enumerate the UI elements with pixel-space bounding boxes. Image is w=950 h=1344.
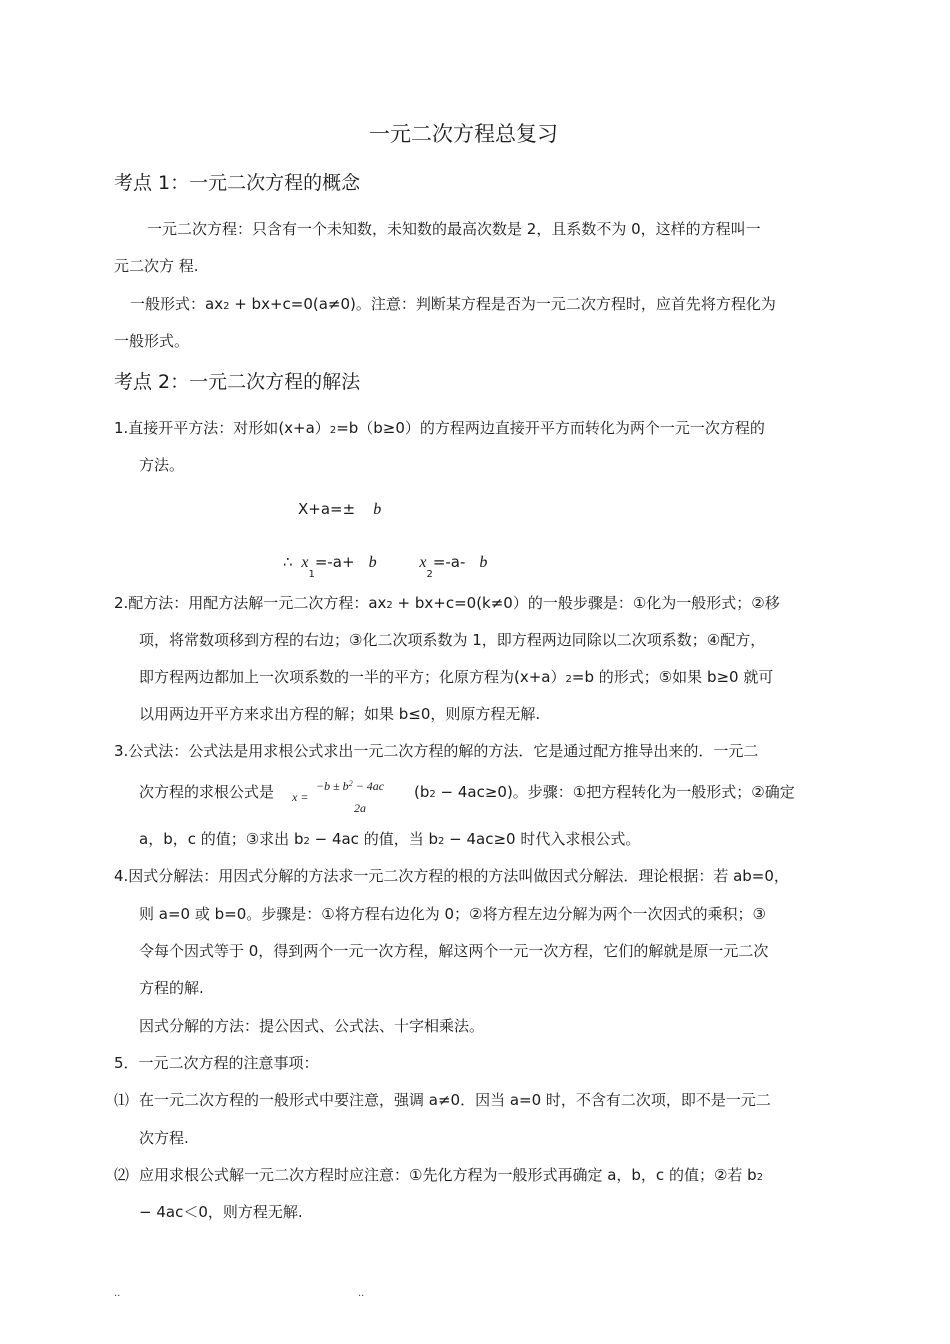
method-4-line-3: 令每个因式等于 0，得到两个一元一次方程，解这两个一元一次方程，它们的解就是原一元二次: [139, 942, 769, 960]
formula-sqrt: [298, 499, 381, 520]
math-b: b: [479, 554, 488, 571]
subscript: 2: [756, 1172, 764, 1183]
page-title: 一元二次方程总复习: [369, 122, 558, 146]
text: − 4ac≥0)。步骤：①把方程转化为一般形式；②确定: [435, 783, 795, 801]
subscript: 1: [308, 569, 315, 580]
math-b: b: [373, 501, 382, 518]
subscript: 2: [426, 569, 433, 580]
method-2-line-2: 项，将常数项移到方程的右边；③化二次项系数为 1，即方程两边同除以二次项系数；④配方，: [139, 631, 766, 649]
method-3-line-1: 3.公式法：公式法是用求根公式求出一元二次方程的解的方法．它是通过配方推导出来的．一元二: [114, 742, 759, 760]
method-2-line-1: [114, 593, 780, 616]
method-1-line-1: [114, 418, 765, 441]
general-form-line-2: 一般形式。: [114, 332, 190, 350]
text: X+a=±: [298, 500, 356, 518]
section-heading-1: 考点 1：一元二次方程的概念: [114, 172, 361, 194]
therefore-symbol: ∴: [283, 553, 293, 571]
text: + bx+c=0(k≠0）的一般步骤是：①化为一般形式；②移: [392, 594, 780, 612]
method-4-line-2: 则 a=0 或 b=0。步骤是：①将方程右边化为 0；②将方程左边分解为两个一次因式的乘积；③: [139, 905, 766, 923]
text: a，b，c 的值；③求出 b: [139, 830, 304, 848]
section-heading-2: 考点 2：一元二次方程的解法: [114, 371, 361, 393]
text: + bx+c=0(a≠0)。注意：判断某方程是否为一元二次方程时，应首先将方程化为: [229, 295, 776, 313]
text: =-a-: [432, 553, 466, 571]
formula-roots: [283, 552, 488, 580]
text: =b 的形式；⑤如果 b≥0 就可: [571, 668, 774, 686]
notes-heading: 5．一元二次方程的注意事项：: [114, 1054, 319, 1072]
method-3-line-2-cont: [414, 782, 795, 805]
text: −b ± b: [316, 779, 349, 793]
text: − 4ac≥0 时代入求根公式。: [444, 830, 641, 848]
general-form-line-1: [130, 294, 776, 317]
text: (b: [414, 783, 430, 801]
method-3-line-3: [139, 829, 640, 852]
text: − 4ac 的值，当 b: [309, 830, 438, 848]
text: 应用求根公式解一元二次方程时应注意：①先化方程为一般形式再确定 a，b，c 的值；②若 b: [139, 1166, 757, 1184]
text: − 4ac: [352, 779, 385, 793]
method-4-line-4: 方程的解.: [139, 979, 204, 997]
formula-x: x =: [292, 790, 309, 804]
note-2-marker: ⑵: [114, 1166, 130, 1184]
note-2-line-1: [139, 1165, 763, 1188]
note-2-line-2: − 4ac＜0，则方程无解.: [139, 1203, 303, 1221]
subscript: 2: [429, 789, 436, 800]
subscript: 2: [303, 836, 310, 847]
math-x: x: [301, 554, 309, 571]
footer-left: ..: [114, 1288, 121, 1299]
math-b: b: [368, 554, 377, 571]
method-4-line-5: 因式分解的方法：提公因式、公式法、十字相乘法。: [139, 1017, 485, 1035]
note-1-marker: ⑴: [114, 1091, 130, 1109]
note-1-line-2: 次方程.: [139, 1129, 189, 1147]
footer-right: ..: [358, 1288, 365, 1299]
formula-denominator: 2a: [354, 801, 366, 815]
definition-line-1: 一元二次方程：只含有一个未知数，未知数的最高次数是 2，且系数不为 0，这样的方程叫一: [147, 220, 761, 238]
subscript: 2: [386, 600, 393, 611]
method-2-line-4: 以用两边开平方来求出方程的解；如果 b≤0，则原方程无解.: [139, 705, 541, 723]
method-2-line-3: [139, 667, 773, 690]
subscript: 2: [438, 836, 445, 847]
subscript: 2: [329, 425, 337, 436]
formula-numerator: [316, 779, 384, 794]
math-x: x: [419, 554, 427, 571]
text: 即方程两边都加上一次项系数的一半的平方；化原方程为(x+a）: [139, 668, 566, 686]
note-1-line-1: 在一元二次方程的一般形式中要注意，强调 a≠0．因当 a=0 时，不含有二次项，即不是一元二: [139, 1091, 771, 1109]
quadratic-formula: [292, 773, 412, 817]
text: 一般形式：ax: [130, 295, 224, 313]
text: =b（b≥0）的方程两边直接开平方而转化为两个一元一次方程的: [336, 419, 765, 437]
text: 2.配方法：用配方法解一元二次方程：ax: [114, 594, 387, 612]
subscript: 2: [223, 301, 230, 312]
method-3-line-2-text: 次方程的求根公式是: [139, 783, 275, 801]
text: =-a+: [314, 553, 355, 571]
text: 1.直接开平方法：对形如(x+a）: [114, 419, 330, 437]
definition-line-2: 元二次方 程.: [114, 257, 199, 275]
superscript: 2: [348, 779, 353, 788]
subscript: 2: [565, 674, 572, 685]
method-1-line-2: 方法。: [139, 456, 185, 474]
method-4-line-1: 4.因式分解法：用因式分解的方法求一元二次方程的根的方法叫做因式分解法．理论根据：若 ab=0，: [114, 867, 789, 885]
